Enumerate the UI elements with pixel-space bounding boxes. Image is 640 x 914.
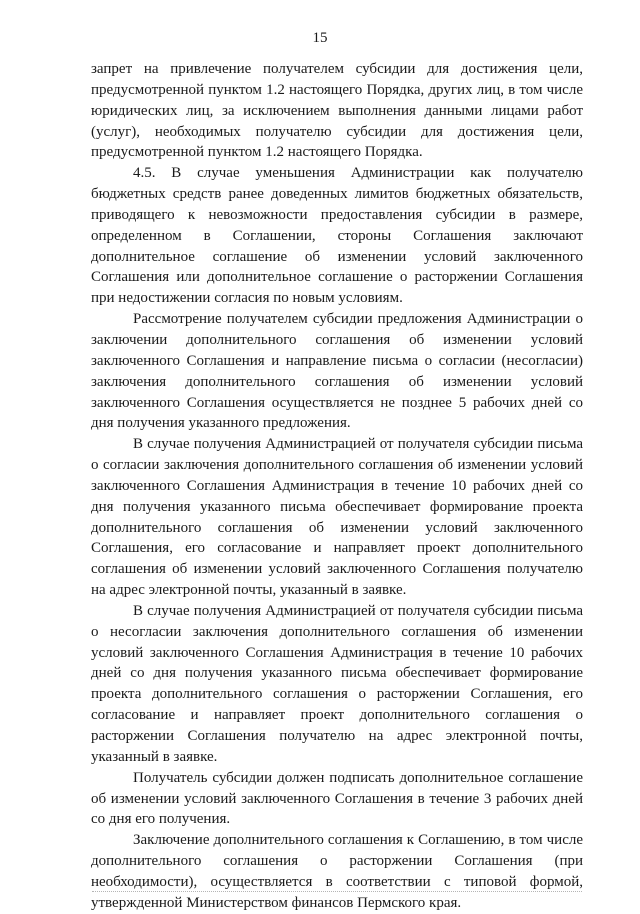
paragraph: 4.5. В случае уменьшения Администрации как получателю бюджетных средств ранее доведенных лимитов бюджетных обязательств, приводящего к невозможности предоставления субсидии в размере, определенном в Соглашении, стороны Соглашения заключают дополнительное соглашение об изменении условий заключенного Соглашения или дополнительное соглашение о расторжении Соглашения при недостижении согласия по новым условиям. bbox=[91, 165, 583, 307]
paragraph: В случае получения Администрацией от получателя субсидии письма о несогласии заключения дополнительного соглашения об изменении условий заключенного Соглашения Администрация в течение 10 рабочих дней со дня получения указанного письма обеспечивает формирование проекта дополнительного соглашения о расторжении Соглашения, его согласование и направляет проект дополнительного соглашения о расторжении Соглашения получателю на адрес электронной почты, указанный в заявке. bbox=[91, 602, 583, 765]
paragraph: Рассмотрение получателем субсидии предложения Администрации о заключении дополнительного соглашения об изменении условий заключенного Соглашения и направление письма о согласии (несогласии) заключения дополнительного соглашения об изменении условий заключенного Соглашения осуществляется не позднее 5 рабочих дней со дня получения указанного предложения. bbox=[91, 311, 583, 432]
paragraph: Получатель субсидии должен подписать дополнительное соглашение об изменении условий заключенного Соглашения в течение 3 рабочих дней со дня его получения. bbox=[91, 769, 583, 828]
page-number: 15 bbox=[312, 30, 328, 46]
paragraph: В случае получения Администрацией от получателя субсидии письма о согласии заключения дополнительного соглашения об изменении условий заключенного Соглашения Администрация в течение 10 рабочих дней со дня получения указанного письма обеспечивает формирование проекта дополнительного соглашения об изменении условий заключенного Соглашения, его согласование и направляет проект дополнительного соглашения об изменении условий заключенного Соглашения получателю на адрес электронной почты, указанный в заявке. bbox=[91, 436, 583, 599]
document-body bbox=[91, 59, 583, 914]
paragraph: запрет на привлечение получателем субсидии для достижения цели, предусмотренной пунктом 1.2 настоящего Порядка, других лиц, в том числе юридических лиц, за исключением выполнения данными лицами работ (услуг), необходимых получателю субсидии для достижения цели, предусмотренной пунктом 1.2 настоящего Порядка. bbox=[91, 61, 583, 161]
paragraph: Заключение дополнительного соглашения к Соглашению, в том числе дополнительного соглашения о расторжении Соглашения (при необходимости), осуществляется в соответствии с типовой формой, утвержденной Министерством финансов Пермского края. bbox=[91, 832, 583, 911]
page-bottom-rule bbox=[92, 891, 582, 892]
